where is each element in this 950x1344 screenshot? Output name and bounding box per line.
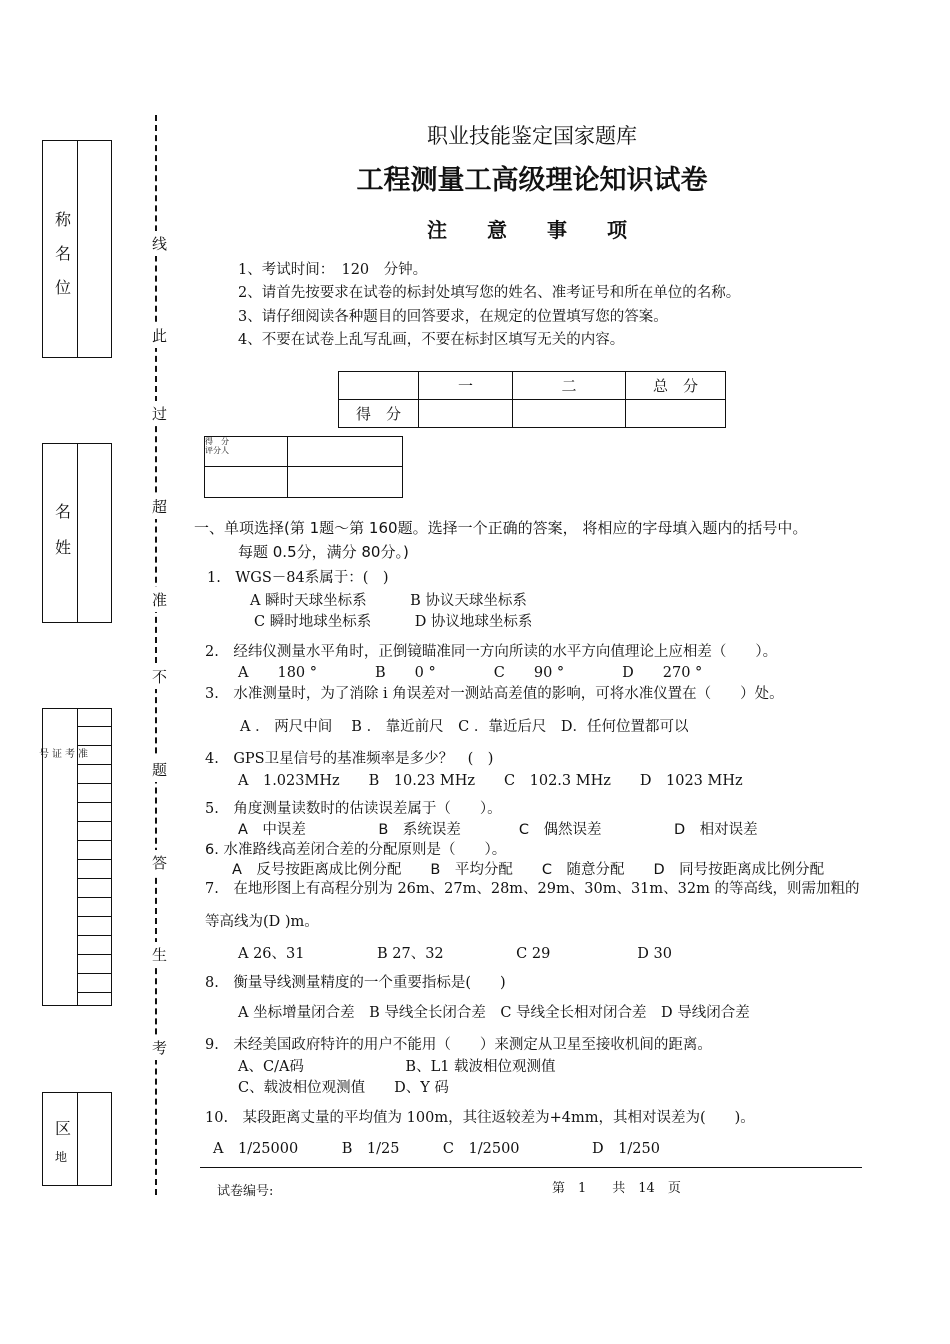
question-stem-cont: 等高线为(D )m。: [205, 914, 319, 930]
area-label-char: 地: [55, 1150, 68, 1164]
grader-cell[interactable]: [205, 467, 288, 498]
question-option: A 瞬时天球坐标系 B 协议天球坐标系: [250, 593, 527, 609]
notice-line: 3、请仔细阅读各种题目的回答要求，在规定的位置填写您的答案。: [238, 309, 668, 325]
notice-line: 1、考试时间： 120 分钟。: [238, 262, 428, 278]
area-box: [42, 1092, 112, 1186]
question-stem: 7. 在地形图上有高程分别为 26m、27m、28m、29m、30m、31m、32m 的等高线，则需加粗的: [205, 881, 860, 897]
section-heading: 一、单项选择(第 1题～第 160题。选择一个正确的答案， 将相应的字母填入题内的括号中。: [194, 519, 808, 537]
question-stem: 4. GPS卫星信号的基准频率是多少？ ( ): [205, 751, 494, 767]
name-label-char: 名: [55, 502, 72, 521]
grader-cell[interactable]: [288, 437, 403, 467]
cut-char: 过: [152, 401, 167, 426]
question-option: C、载波相位观测值 D、Y 码: [238, 1080, 449, 1096]
question-option: A 26、31 B 27、32 C 29 D 30: [238, 946, 672, 962]
question-stem: 1. WGS－84系属于：( ): [207, 570, 389, 586]
cut-char: 不: [152, 664, 167, 689]
notice-line: 2、请首先按要求在试卷的标封处填写您的姓名、准考证号和所在单位的名称。: [238, 285, 741, 301]
score-cell[interactable]: [513, 400, 626, 428]
question-stem: 6. 水准路线高差闭合差的分配原则是（ ）。: [205, 842, 507, 858]
cut-char: 生: [152, 942, 167, 967]
grader-name-label: 评分人: [205, 446, 229, 455]
question-option: A 坐标增量闭合差 B 导线全长闭合差 C 导线全长相对闭合差 D 导线闭合差: [238, 1005, 750, 1021]
score-cell[interactable]: [626, 400, 726, 428]
exam-id-label: 号证考准: [39, 749, 91, 760]
unit-label-char: 名: [55, 244, 72, 263]
cut-char: 此: [152, 323, 167, 348]
question-option: A 1.023MHz B 10.23 MHz C 102.3 MHz D 1023 MHz: [238, 773, 743, 789]
grader-table: [204, 436, 403, 498]
score-cell[interactable]: [419, 400, 513, 428]
score-row-label: 得 分: [339, 400, 419, 428]
question-option: A 180 ° B 0 ° C 90 ° D 270 °: [238, 665, 703, 681]
grader-score-label: 得 分: [205, 437, 229, 446]
question-option: A ． 两尺中间 B ． 靠近前尺 C ．靠近后尺 D．任何位置都可以: [240, 719, 689, 735]
score-col-header: 总 分: [626, 372, 726, 400]
question-stem: 5. 角度测量读数时的估读误差属于（ ）。: [205, 801, 502, 817]
score-table-corner: [339, 372, 419, 400]
question-stem: 2. 经纬仪测量水平角时，正倒镜瞄准同一方向所读的水平方向值理论上应相差（ ）。: [205, 644, 778, 660]
cut-char: 线: [152, 231, 167, 256]
notice-title: 注 意 事 项: [427, 218, 637, 242]
unit-label-char: 称: [55, 210, 72, 229]
footer-rule: [200, 1167, 862, 1168]
question-option: A 1/25000 B 1/25 C 1/2500 D 1/250: [213, 1141, 660, 1157]
question-bank-heading: 职业技能鉴定国家题库: [427, 124, 637, 148]
question-option: A、C/A码 B、L1 载波相位观测值: [238, 1059, 556, 1075]
score-col-header: 一: [419, 372, 513, 400]
cut-line: [155, 115, 157, 1195]
cut-char: 考: [152, 1035, 167, 1060]
question-option: A 中误差 B 系统误差 C 偶然误差 D 相对误差: [238, 822, 758, 838]
score-table: [338, 371, 726, 428]
question-stem: 8. 衡量导线测量精度的一个重要指标是( ): [205, 975, 506, 991]
question-stem: 9. 未经美国政府特许的用户不能用（ ）来测定从卫星至接收机间的距离。: [205, 1037, 712, 1053]
notice-line: 4、不要在试卷上乱写乱画，不要在标封区填写无关的内容。: [238, 332, 625, 348]
cut-char: 准: [152, 587, 167, 612]
name-box: [42, 443, 112, 623]
footer-page-number: 第 1 共 14 页: [552, 1181, 681, 1196]
score-col-header: 二: [513, 372, 626, 400]
cut-char: 超: [152, 494, 167, 519]
unit-label-char: 位: [55, 278, 72, 297]
question-option: A 反号按距离成比例分配 B 平均分配 C 随意分配 D 同号按距离成比例分配: [232, 862, 825, 878]
name-label-char: 姓: [55, 538, 72, 557]
question-stem: 10. 某段距离丈量的平均值为 100m，其往返较差为+4mm，其相对误差为( )。: [205, 1110, 755, 1126]
area-label-char: 区: [55, 1119, 72, 1138]
grader-cell[interactable]: [288, 467, 403, 498]
question-option: C 瞬时地球坐标系 D 协议地球坐标系: [254, 614, 533, 630]
section-heading-cont: 每题 0.5分，满分 80分。): [238, 543, 409, 561]
cut-char: 题: [152, 757, 167, 782]
cut-char: 答: [152, 850, 167, 875]
footer-serial-label: 试卷编号:: [217, 1184, 274, 1199]
grader-labels: [205, 437, 288, 467]
exam-title: 工程测量工高级理论知识试卷: [356, 165, 708, 196]
question-stem: 3. 水准测量时，为了消除 i 角误差对一测站高差值的影响，可将水准仪置在（ ）处。: [205, 686, 784, 702]
